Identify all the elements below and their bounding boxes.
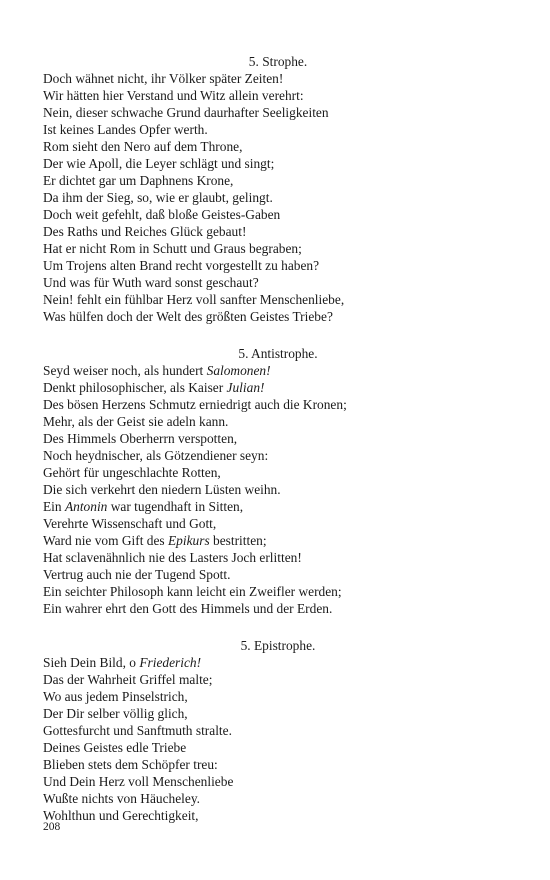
verse-text: Nein! fehlt ein fühlbar Herz voll sanfter Menschenliebe, (43, 292, 345, 307)
verse-text: Wohlthun und Gerechtigkeit, (43, 808, 199, 823)
verse-line (43, 308, 513, 325)
verse-line (43, 515, 513, 532)
verse-text: Ein wahrer ehrt den Gott des Himmels und der Erden. (43, 601, 333, 616)
verse-emphasis: Salomonen! (206, 363, 271, 378)
verse-line (43, 189, 513, 206)
verse-text: Der Dir selber völlig glich, (43, 706, 188, 721)
verse-line (43, 138, 513, 155)
verse-text: Doch weit gefehlt, daß bloße Geistes-Gaben (43, 207, 281, 222)
verse-line (43, 498, 513, 515)
verse-text: Hat er nicht Rom in Schutt und Graus begraben; (43, 241, 302, 256)
verse-line (43, 583, 513, 600)
verse-text: Blieben stets dem Schöpfer treu: (43, 757, 218, 772)
verse-text: Denkt philosophischer, als Kaiser (43, 380, 227, 395)
verse-text: Gottesfurcht und Sanftmuth stralte. (43, 723, 232, 738)
verse-line (43, 274, 513, 291)
verse-emphasis: Antonin (64, 499, 108, 514)
verse-text: Des Raths und Reiches Glück gebaut! (43, 224, 247, 239)
verse-text: Verehrte Wissenschaft und Gott, (43, 516, 217, 531)
verse-text: Vertrug auch nie der Tugend Spott. (43, 567, 231, 582)
verse-text: Was hülfen doch der Welt des größten Geistes Triebe? (43, 309, 333, 324)
verse-line (43, 70, 513, 87)
verse-text: Noch heydnischer, als Götzendiener seyn: (43, 448, 269, 463)
page-number: 208 (43, 821, 61, 833)
verse-line (43, 447, 513, 464)
verse-text: Die sich verkehrt den niedern Lüsten weihn. (43, 482, 281, 497)
verse-text: Nein, dieser schwache Grund daurhafter Seeligkeiten (43, 105, 329, 120)
verse-text: Das der Wahrheit Griffel malte; (43, 672, 213, 687)
verse-text: Wir hätten hier Verstand und Witz allein verehrt: (43, 88, 304, 103)
verse-emphasis: Friederich! (139, 655, 202, 670)
verse-line (43, 600, 513, 617)
verse-line (43, 172, 513, 189)
verse-line (43, 654, 513, 671)
stanza-heading: 5. Strophe. (248, 54, 308, 69)
verse-line (43, 430, 513, 447)
verse-text: Des Himmels Oberherrn verspotten, (43, 431, 238, 446)
verse-line (43, 104, 513, 121)
verse-text: Ein seichter Philosoph kann leicht ein Zweifler werden; (43, 584, 342, 599)
verse-text: Und Dein Herz voll Menschenliebe (43, 774, 234, 789)
verse-line (43, 87, 513, 104)
verse-line (43, 379, 513, 396)
verse-text: Da ihm der Sieg, so, wie er glaubt, gelingt. (43, 190, 273, 205)
verse-line (43, 739, 513, 756)
verse-text: Ein (43, 499, 65, 514)
verse-line (43, 362, 513, 379)
stanza (43, 345, 513, 617)
verse-line (43, 790, 513, 807)
verse-text: Wo aus jedem Pinselstrich, (43, 689, 188, 704)
verse-line (43, 566, 513, 583)
verse-text: Gehört für ungeschlachte Rotten, (43, 465, 221, 480)
verse-line (43, 773, 513, 790)
book-page (43, 53, 513, 824)
verse-line (43, 532, 513, 549)
verse-text: Und was für Wuth ward sonst geschaut? (43, 275, 259, 290)
stanza-heading: 5. Antistrophe. (238, 346, 318, 361)
verse-text: Ward nie vom Gift des (43, 533, 168, 548)
verse-emphasis: Epikurs (168, 533, 210, 548)
verse-line (43, 464, 513, 481)
verse-line (43, 223, 513, 240)
verse-line (43, 155, 513, 172)
verse-emphasis: Julian! (226, 380, 265, 395)
verse-text: war tugendhaft in Sitten, (107, 499, 244, 514)
verse-text: Ist keines Landes Opfer werth. (43, 122, 208, 137)
verse-line (43, 549, 513, 566)
verse-line (43, 121, 513, 138)
verse-text: Sieh Dein Bild, o (43, 655, 140, 670)
verse-line (43, 257, 513, 274)
verse-line (43, 291, 513, 308)
verse-text: Um Trojens alten Brand recht vorgestellt zu haben? (43, 258, 320, 273)
verse-line (43, 688, 513, 705)
verse-text: Hat sclavenähnlich nie des Lasters Joch erlitten! (43, 550, 302, 565)
verse-text: Seyd weiser noch, als hundert (43, 363, 207, 378)
verse-text: bestritten; (209, 533, 267, 548)
stanza (43, 53, 513, 325)
verse-line (43, 671, 513, 688)
verse-text: Wußte nichts von Häucheley. (43, 791, 200, 806)
verse-line (43, 240, 513, 257)
verse-text: Der wie Apoll, die Leyer schlägt und singt; (43, 156, 275, 171)
verse-text: Er dichtet gar um Daphnens Krone, (43, 173, 234, 188)
stanza (43, 637, 513, 824)
stanza-heading: 5. Epistrophe. (240, 638, 316, 653)
verse-line (43, 413, 513, 430)
verse-line (43, 756, 513, 773)
verse-line (43, 807, 513, 824)
verse-text: Mehr, als der Geist sie adeln kann. (43, 414, 229, 429)
verse-line (43, 722, 513, 739)
verse-line (43, 705, 513, 722)
verse-line (43, 396, 513, 413)
verse-line (43, 206, 513, 223)
verse-text: Deines Geistes edle Triebe (43, 740, 187, 755)
verse-text: Doch wähnet nicht, ihr Völker später Zeiten! (43, 71, 284, 86)
verse-text: Rom sieht den Nero auf dem Throne, (43, 139, 243, 154)
verse-text: Des bösen Herzens Schmutz erniedrigt auch die Kronen; (43, 397, 347, 412)
verse-line (43, 481, 513, 498)
